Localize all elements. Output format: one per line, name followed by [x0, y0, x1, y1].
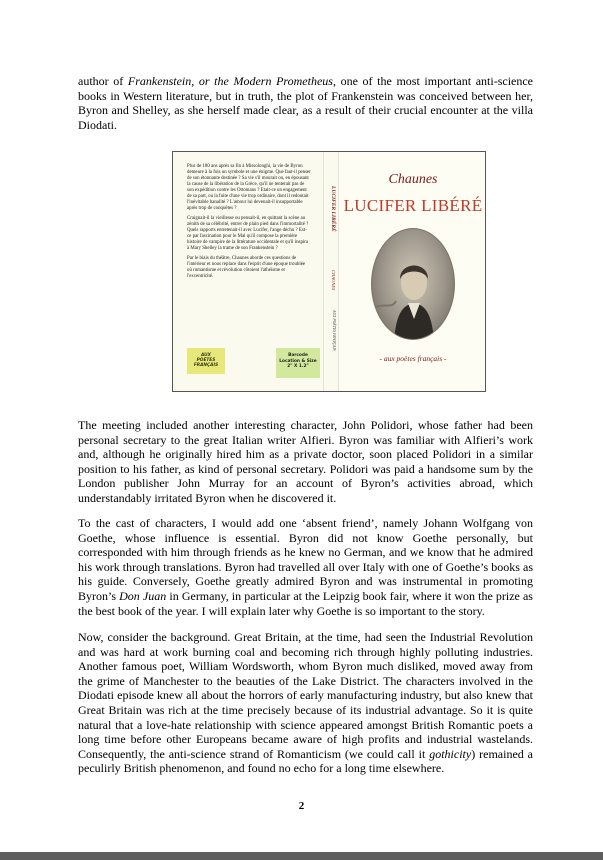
paragraph-goethe	[78, 516, 533, 618]
logo-line: FRANÇAIS	[193, 363, 219, 368]
portrait-landscape	[376, 301, 396, 307]
paragraph-text: ) remained a peculirly British phenomenon, and found no echo for a long time elsewhere.	[78, 746, 533, 776]
paragraph-text: author of	[78, 74, 128, 88]
back-paragraph: Plus de 180 ans après sa fin à Missolonghi, la vie de Byron demeure à la fois un symbole et une énigme. Que faut-il penser de son étonnante destinée ? Sa vie s'il mourait ou, en épousant la cause de la libération de la Grèce, qu'il ne tenterait pas de son expédition contre les Ottomans ? Etait-ce un engagement de sa part, ou la fuite d'une vie trop ordinaire, dont il redoutait l'inévitable banalité ? L'amour lui devenait-il insupportable après trop de conquêtes ?	[187, 164, 311, 211]
back-cover-text	[187, 164, 311, 284]
paragraph-frankenstein	[78, 74, 533, 132]
cover-spine	[323, 152, 339, 392]
paragraph-text: Now, consider the background. Great Britain, at the time, had seen the Industrial Revolution and was hard at work burning coal and becoming rich through highly polluting industries. Another famous poet, William Wordsworth, whom Byron much disliked, moved away from the grime of Manchester to the beauties of the Lake District. The characters involved in the Diodati episode knew all about the horrors of early manufacturing industry, but also knew that Great Britain was rich at the time precisely because of its industrial advantage. So it is quite natural that a love-hate relationship with science appeared amongst British Romantic poets a long time before other Europeans became aware of high profits and industrial wastelands. Consequently, the anti-science strand of Romanticism (we could call it	[78, 630, 533, 761]
page-number: 2	[298, 800, 305, 812]
cover-back	[173, 152, 323, 392]
viewer-bottom-edge	[0, 852, 603, 860]
cover-front	[339, 152, 486, 392]
barcode-placeholder	[276, 348, 320, 378]
cover-author: Chaunes	[388, 172, 438, 187]
spine-publisher: AUX POÈTES FRANÇAIS	[332, 310, 336, 351]
spine-author: CHAUNES	[331, 270, 336, 291]
paragraph-text: To the cast of characters, I would add one ‘absent friend’, namely Johann Wolfgang von Goethe, whose influence is essential. Byron did not know Goethe personally, but corresponded with him through friends as he knew no German, and we know that he admired his work through translations. Byron had travelled all over Italy with one of Goethe’s books as his guide. Conversely, Goethe greatly admired Byron and was instrumental in promoting Byron’s	[78, 516, 533, 603]
book-cover-image	[172, 151, 486, 392]
term-gothicity: gothicity	[429, 746, 472, 761]
spine-title: LUCIFER LIBÉRÉ	[330, 186, 336, 232]
barcode-line: Barcode	[288, 353, 308, 358]
book-title-frankenstein: Frankenstein, or the Modern Prometheus	[127, 74, 333, 88]
cover-publisher: - aux poètes français -	[379, 354, 447, 363]
paragraph-text: , one of the most important anti-science books in Western literature, but in truth, the plot of Frankenstein was conceived between her, Byron and Shelley, as she herself made clear, as a result of their crucial encounter at the villa Diodati.	[78, 74, 534, 132]
logo-line: AUX	[201, 353, 211, 358]
barcode-line: Location & Size	[279, 358, 317, 364]
back-paragraph: Craignait-il la vieillesse ou pensait-il, en quittant la scène au zénith de sa célébrité, entrer de plain pied dans l'immortalité ? Quels rapports entretenait-il avec Lucifer, l'ange déchu ? Est-ce par fascination pour le Mal qu'il compose la première histoire de vampire de la littérature occidentale et qu'il inspira à Mary Shelley la trame de son Frankenstein ?	[187, 216, 309, 251]
logo-line: POÈTES	[196, 358, 216, 363]
back-paragraph: Par le biais du théâtre, Chaunes aborde ces questions de l'intérieur et nous replace dans l'esprit d'une époque troublée où romantisme et révolution côtoient l'athéisme et l'excentricité.	[187, 256, 306, 279]
publisher-logo	[187, 348, 225, 374]
paragraph-text: in Germany, in particular at the Leipzig book fair, where it won the prize as the best book of the year. I will explain later why Goethe is so important to the story.	[78, 588, 533, 618]
paragraph-polidori: The meeting included another interesting character, John Polidori, whose father had been personal secretary to the great Italian writer Alfieri. Byron was familiar with Alfieri’s work and, although he originally hired him as a private doctor, soon placed Polidori in a similar position to his father, as kind of personal secretary. Polidori was paid a handsome sum by the London publisher John Murray for an account of Byron’s activities abroad, which understandably irritated Byron when he discovered it.	[78, 418, 533, 505]
byron-portrait	[371, 228, 455, 340]
book-title-don-juan: Don Juan	[119, 588, 167, 603]
barcode-line: 2" X 1.2"	[287, 364, 309, 369]
cover-title: LUCIFER LIBÉRÉ	[343, 196, 483, 215]
portrait-illustration	[372, 229, 455, 340]
paragraph-background	[78, 630, 533, 776]
